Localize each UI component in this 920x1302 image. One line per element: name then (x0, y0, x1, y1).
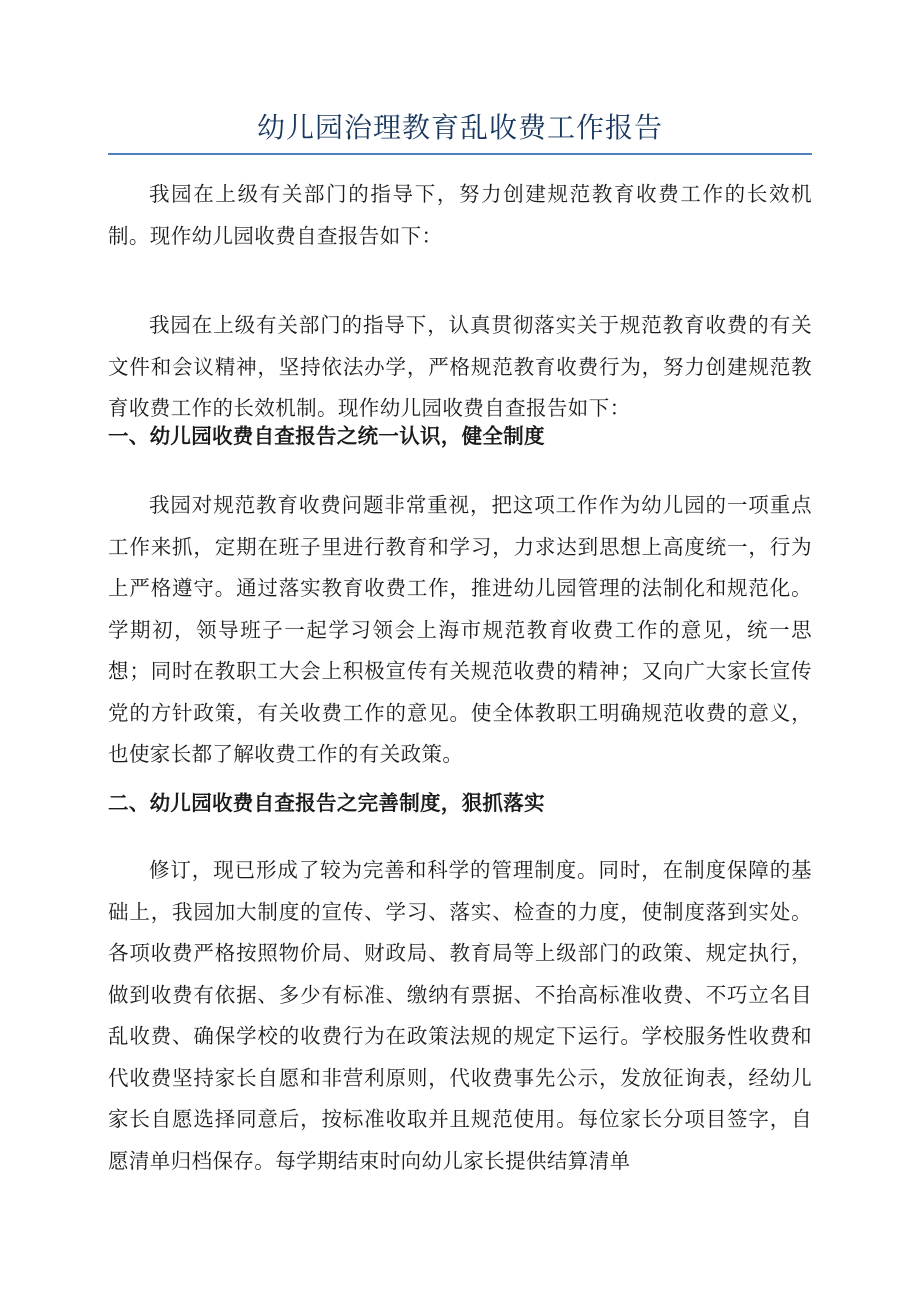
document-title: 幼儿园治理教育乱收费工作报告 (256, 111, 663, 144)
intro-paragraph-1: 我园在上级有关部门的指导下，努力创建规范教育收费工作的长效机制。现作幼儿园收费自查报告如下： (108, 182, 812, 248)
title-underline-divider (108, 153, 812, 155)
intro-paragraph-2: 我园在上级有关部门的指导下，认真贯彻落实关于规范教育收费的有关文件和会议精神，坚持依法办学，严格规范教育收费行为，努力创建规范教育收费工作的长效机制。现作幼儿园收费自查报告如下： (108, 313, 812, 420)
section-body-2: 修订，现已形成了较为完善和科学的管理制度。同时，在制度保障的基础上，我园加大制度的宣传、学习、落实、检查的力度，使制度落到实处。各项收费严格按照物价局、财政局、教育局等上级部门的政策、规定执行，做到收费有依据、多少有标准、缴纳有票据、不抬高标准收费、不巧立名目乱收费、确保学校的收费行为在政策法规的规定下运行。学校服务性收费和代收费坚持家长自愿和非营利原则，代收费事先公示，发放征询表，经幼儿家长自愿选择同意后，按标准收取并且规范使用。每位家长分项目签字，自愿清单归档保存。每学期结束时向幼儿家长提供结算清单 (108, 858, 812, 1173)
section-body-1: 我园对规范教育收费问题非常重视，把这项工作作为幼儿园的一项重点工作来抓，定期在班子里进行教育和学习，力求达到思想上高度统一，行为上严格遵守。通过落实教育收费工作，推进幼儿园管理的法制化和规范化。学期初，领导班子一起学习领会上海市规范教育收费工作的意见，统一思想；同时在教职工大会上积极宣传有关规范收费的精神；又向广大家长宣传党的方针政策，有关收费工作的意见。使全体教职工明确规范收费的意义，也使家长都了解收费工作的有关政策。 (108, 493, 812, 766)
section-heading-1: 一、幼儿园收费自查报告之统一认识，健全制度 (108, 424, 545, 448)
section-heading-2: 二、幼儿园收费自查报告之完善制度，狠抓落实 (108, 791, 545, 815)
